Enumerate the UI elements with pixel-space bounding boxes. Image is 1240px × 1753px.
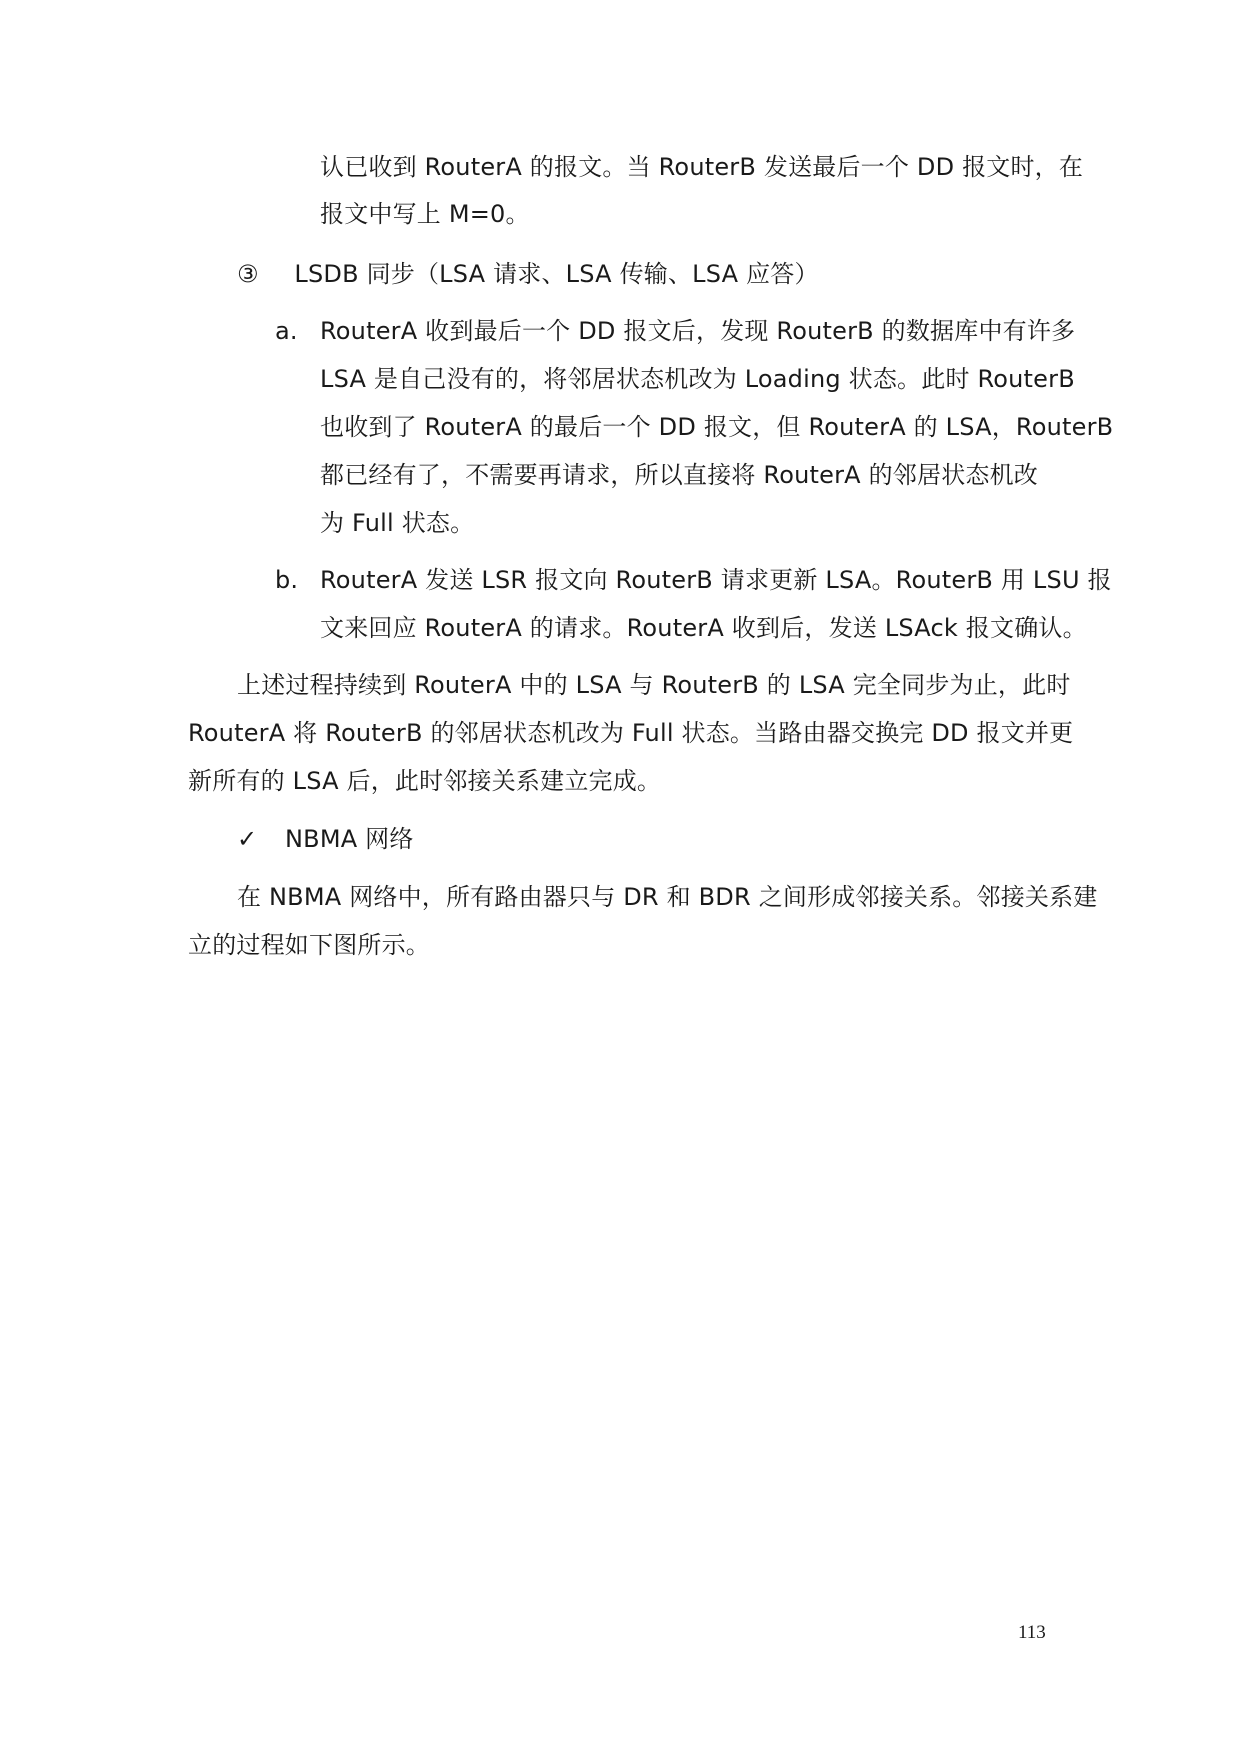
item-a-line-2: LSA 是自己没有的，将邻居状态机改为 Loading 状态。此时 RouterB (320, 365, 1075, 393)
step3-heading-row (237, 257, 819, 291)
circled-number-3-icon: ③ (237, 260, 259, 288)
summary-line-3: 新所有的 LSA 后，此时邻接关系建立完成。 (188, 767, 662, 795)
checkmark-icon: ✓ (237, 825, 258, 853)
continuation-line-2: 报文中写上 M=0。 (320, 200, 530, 228)
nbma-line-1: 在 NBMA 网络中，所有路由器只与 DR 和 BDR 之间形成邻接关系。邻接关系建 (237, 883, 1098, 911)
step3-heading: LSDB 同步（LSA 请求、LSA 传输、LSA 应答） (294, 260, 819, 288)
summary-line-1: 上述过程持续到 RouterA 中的 LSA 与 RouterB 的 LSA 完全同步为止，此时 (237, 671, 1071, 699)
nbma-heading: NBMA 网络 (285, 825, 414, 853)
page-number: 113 (1018, 1622, 1046, 1643)
nbma-line-2: 立的过程如下图所示。 (188, 931, 430, 959)
nbma-heading-row (237, 822, 414, 856)
item-a-line-5: 为 Full 状态。 (320, 509, 475, 537)
item-b-line-2: 文来回应 RouterA 的请求。RouterA 收到后，发送 LSAck 报文确认。 (320, 614, 1087, 642)
item-a-line-1: RouterA 收到最后一个 DD 报文后，发现 RouterB 的数据库中有许多 (320, 317, 1076, 345)
item-a-line-4: 都已经有了，不需要再请求，所以直接将 RouterA 的邻居状态机改 (320, 461, 1039, 489)
summary-line-2: RouterA 将 RouterB 的邻居状态机改为 Full 状态。当路由器交换完 DD 报文并更 (188, 719, 1074, 747)
item-a-line-3: 也收到了 RouterA 的最后一个 DD 报文，但 RouterA 的 LSA，RouterB (320, 413, 1114, 441)
item-b-line-1: RouterA 发送 LSR 报文向 RouterB 请求更新 LSA。RouterB 用 LSU 报 (320, 566, 1112, 594)
item-a-marker: a. (275, 317, 298, 345)
item-b-marker: b. (275, 566, 299, 594)
continuation-line-1: 认已收到 RouterA 的报文。当 RouterB 发送最后一个 DD 报文时，在 (320, 153, 1084, 181)
